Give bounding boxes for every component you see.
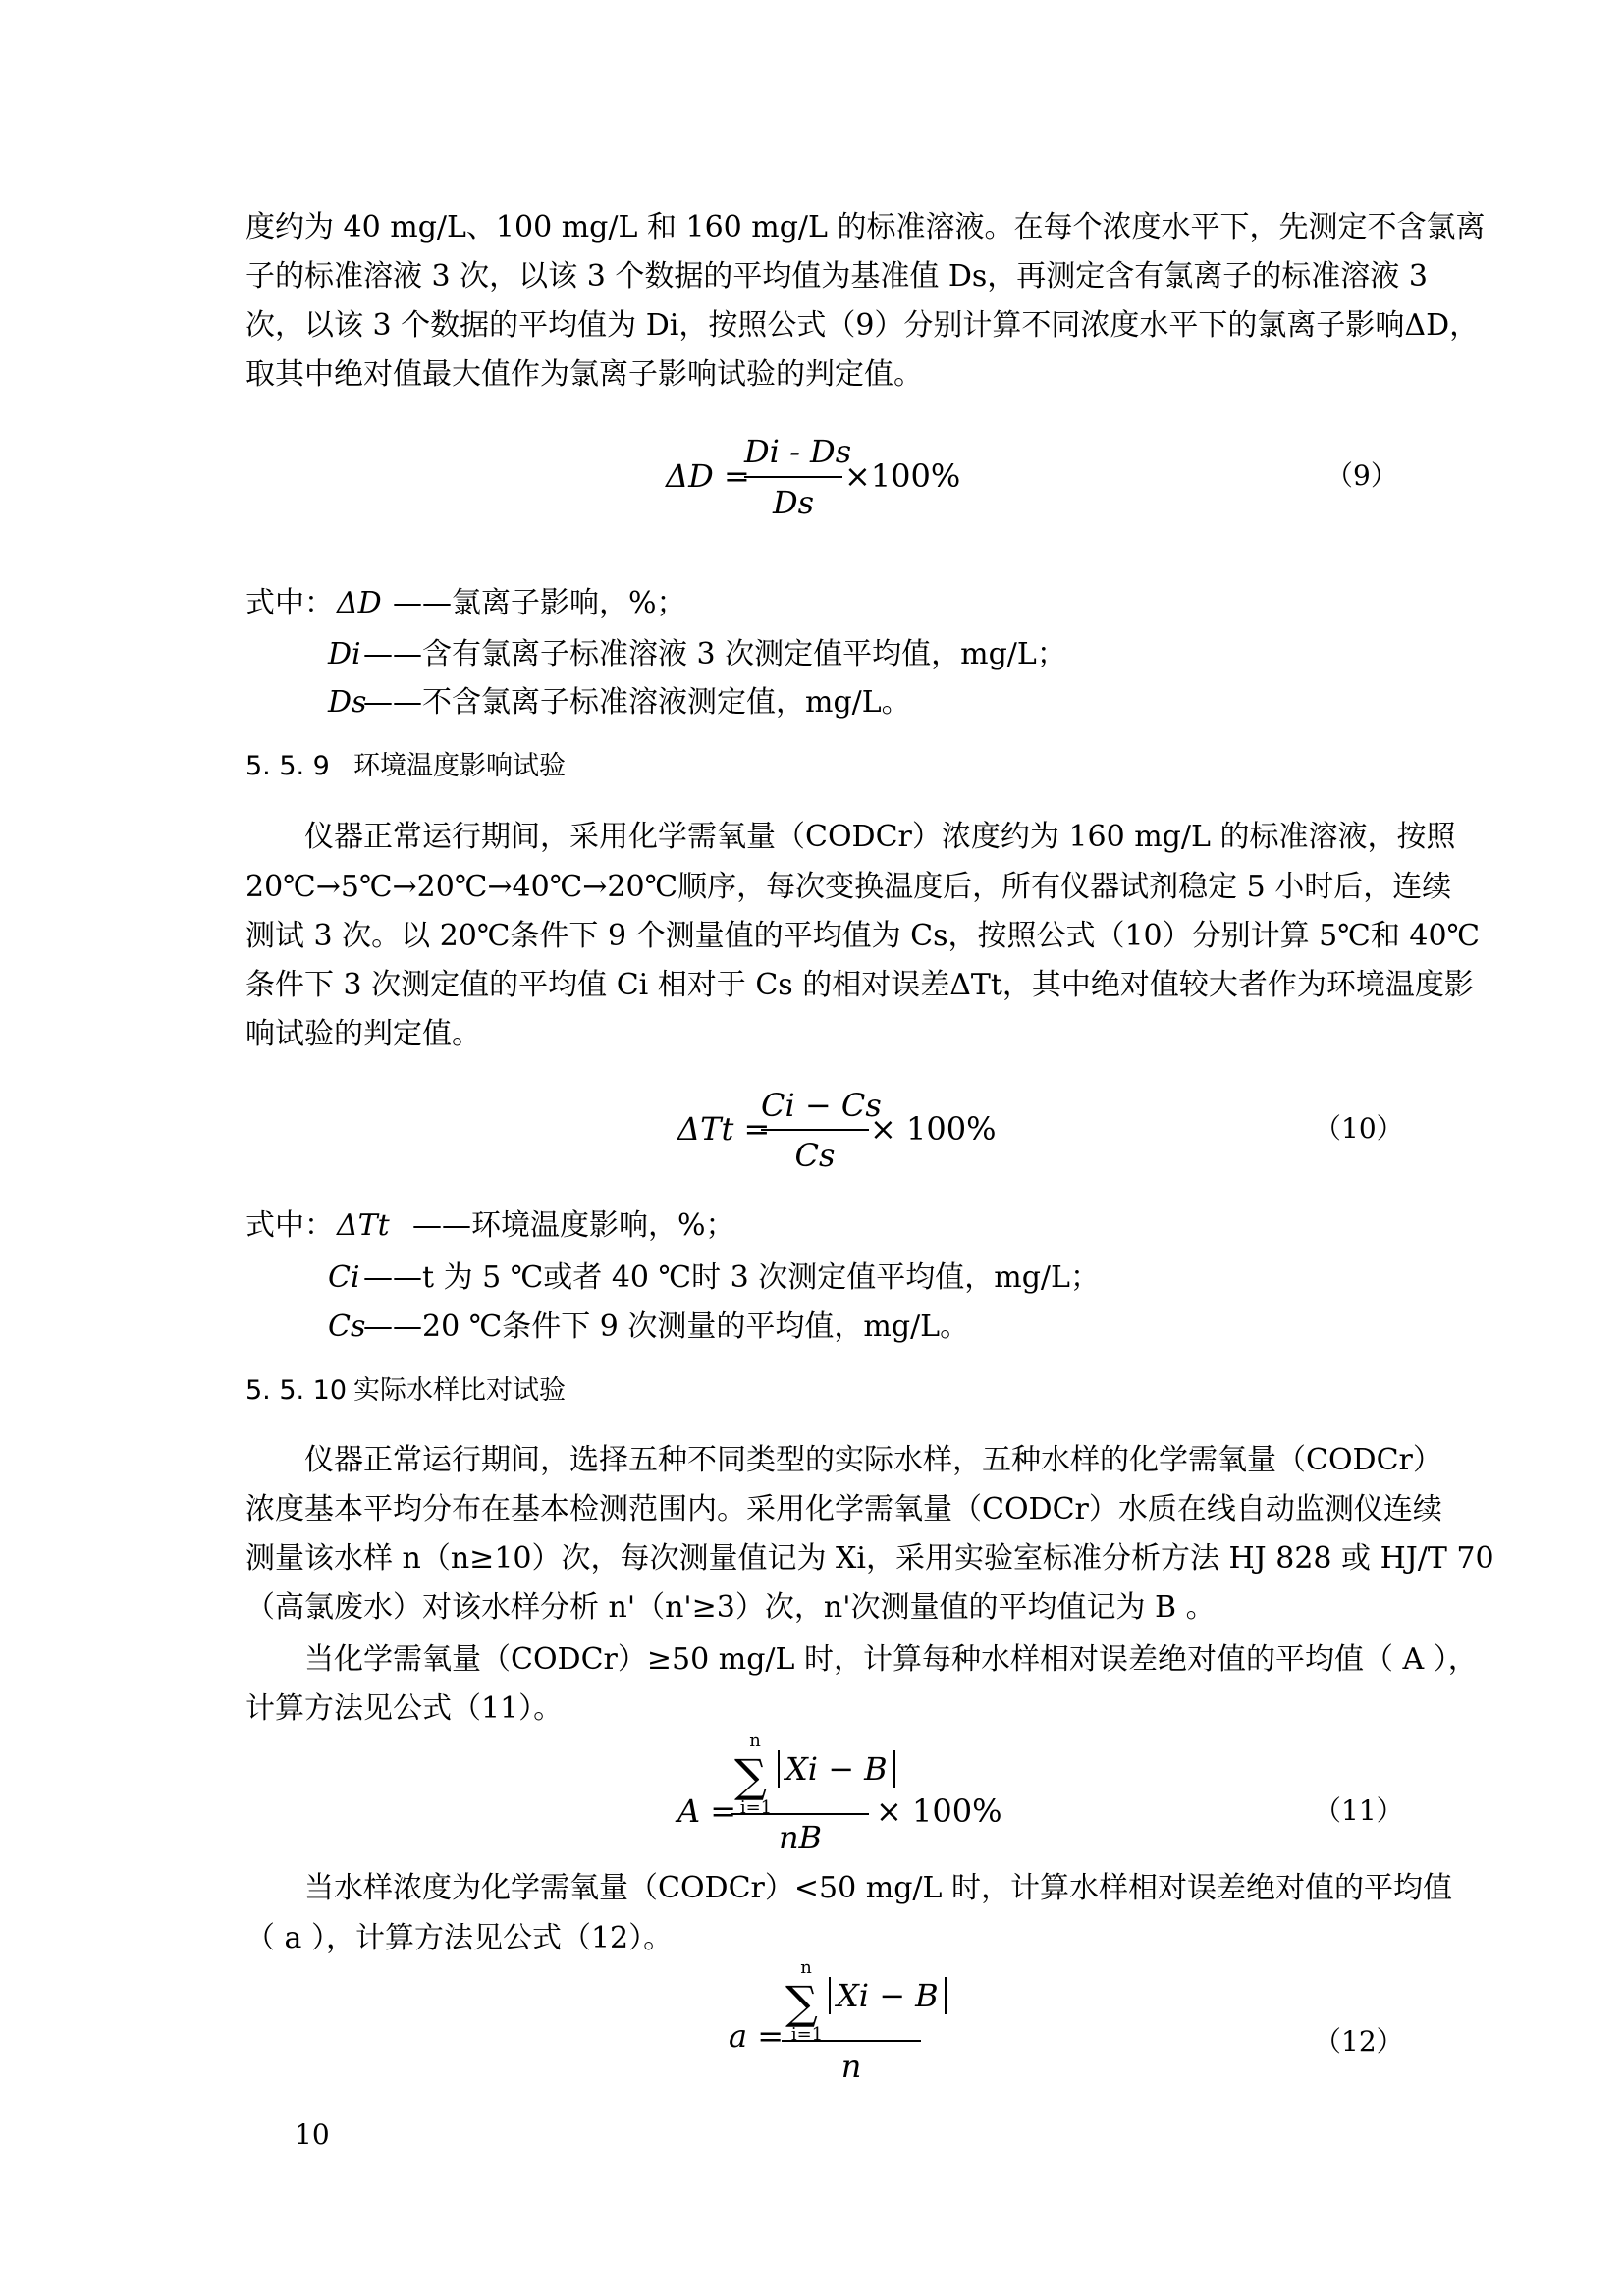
equation-factor: ×100% (844, 457, 961, 495)
equation-lhs: A = (677, 1792, 737, 1830)
fraction-bar (782, 2040, 921, 2042)
equation-number: （10） (1314, 1112, 1404, 1145)
where-symbol: Cs (328, 1309, 366, 1344)
equation-factor: × 100% (870, 1110, 997, 1148)
section-number: 5. 5. 10 (245, 1375, 348, 1406)
where-description: ——t 为 5 ℃或者 40 ℃时 3 次测定值平均值，mg/L； (363, 1260, 1100, 1295)
where-description: ——20 ℃条件下 9 次测量的平均值，mg/L。 (363, 1309, 970, 1344)
fraction-bar (761, 1129, 869, 1131)
section-heading-5-5-9 (245, 749, 566, 784)
text-line: 20℃→5℃→20℃→40℃→20℃顺序，每次变换温度后，所有仪器试剂稳定 5 小时后，连续 (245, 870, 1452, 904)
section-title: 环境温度影响试验 (353, 751, 566, 781)
where-symbol: Ds (328, 685, 367, 720)
text-line: 仪器正常运行期间，采用化学需氧量（CODCr）浓度约为 160 mg/L 的标准溶液，按照 (304, 820, 1456, 854)
summation-sign: ∑ (785, 1976, 818, 2029)
absolute-value (778, 1749, 895, 1789)
sum-lower-limit: i=1 (790, 2024, 824, 2045)
equation-factor: × 100% (876, 1792, 1002, 1830)
fraction-bar (744, 476, 842, 478)
equation-denominator: n (840, 2048, 862, 2085)
where-description: ——含有氯离子标准溶液 3 次测定值平均值，mg/L； (363, 637, 1066, 671)
text-line: （ a ），计算方法见公式（12）。 (245, 1921, 674, 1955)
equation-denominator: Ds (772, 484, 815, 521)
text-line: （高氯废水）对该水样分析 n'（n'≥3）次，n'次测量值的平均值记为 B 。 (245, 1590, 1216, 1625)
text-line: 度约为 40 mg/L、100 mg/L 和 160 mg/L 的标准溶液。在每个浓度水平下，先测定不含氯离 (245, 210, 1486, 244)
text-line: 响试验的判定值。 (245, 1017, 481, 1051)
text-line: 当水样浓度为化学需氧量（CODCr）<50 mg/L 时，计算水样相对误差绝对值的平均值 (304, 1871, 1452, 1905)
where-label: 式中： (245, 1208, 334, 1243)
sum-upper-limit: n (749, 1731, 761, 1751)
equation-denominator: nB (778, 1819, 823, 1856)
section-title: 实际水样比对试验 (353, 1375, 566, 1406)
text-line: 浓度基本平均分布在基本检测范围内。采用化学需氧量（CODCr）水质在线自动监测仪连续 (245, 1492, 1442, 1526)
where-symbol: ΔTt (337, 1208, 390, 1243)
equation-lhs: ΔTt = (677, 1110, 771, 1148)
equation-number: （11） (1314, 1794, 1404, 1827)
equation-lhs: a = (729, 2017, 785, 2055)
absolute-value (829, 1976, 947, 2015)
where-description: ——不含氯离子标准溶液测定值，mg/L。 (363, 685, 911, 720)
where-symbol: ΔD (337, 586, 382, 620)
text-line: 取其中绝对值最大值作为氯离子影响试验的判定值。 (245, 357, 923, 392)
where-symbol: Di (328, 637, 361, 671)
equation-number: （12） (1314, 2025, 1404, 2057)
sum-lower-limit: i=1 (739, 1797, 773, 1818)
text-line: 次，以该 3 个数据的平均值为 Di，按照公式（9）分别计算不同浓度水平下的氯离子影响ΔD， (245, 308, 1480, 343)
equation-numerator: Ci − Cs (761, 1087, 882, 1124)
abs-content: Xi − B (829, 1977, 947, 2014)
text-line: 测量该水样 n（n≥10）次，每次测量值记为 Xi，采用实验室标准分析方法 HJ 828 或 HJ/T 70 (245, 1541, 1494, 1575)
summation-sign: ∑ (734, 1749, 767, 1802)
where-label: 式中： (245, 586, 334, 620)
equation-lhs: ΔD = (666, 457, 750, 495)
where-description: ——氯离子影响，%； (393, 586, 686, 620)
abs-content: Xi − B (778, 1750, 895, 1788)
where-symbol: Ci (328, 1260, 360, 1295)
where-description: ——环境温度影响，%； (412, 1208, 735, 1243)
section-number: 5. 5. 9 (245, 751, 330, 781)
text-line: 仪器正常运行期间，选择五种不同类型的实际水样，五种水样的化学需氧量（CODCr） (304, 1443, 1442, 1477)
text-line: 测试 3 次。以 20℃条件下 9 个测量值的平均值为 Cs，按照公式（10）分别计算 5℃和 40℃ (245, 919, 1481, 953)
text-line: 当化学需氧量（CODCr）≥50 mg/L 时，计算每种水样相对误差绝对值的平均值（ A ）， (304, 1642, 1478, 1677)
section-heading-5-5-10 (245, 1373, 566, 1409)
text-line: 条件下 3 次测定值的平均值 Ci 相对于 Cs 的相对误差ΔTt，其中绝对值较大者作为环境温度影 (245, 968, 1474, 1002)
equation-number: （9） (1326, 459, 1398, 492)
equation-denominator: Cs (794, 1137, 836, 1174)
page-number: 10 (295, 2118, 330, 2151)
fraction-bar (731, 1813, 869, 1815)
sum-upper-limit: n (800, 1957, 812, 1978)
equation-numerator: Di - Ds (744, 433, 852, 470)
text-line: 计算方法见公式（11）。 (245, 1691, 564, 1726)
text-line: 子的标准溶液 3 次，以该 3 个数据的平均值为基准值 Ds，再测定含有氯离子的标准溶液 3 (245, 259, 1428, 294)
